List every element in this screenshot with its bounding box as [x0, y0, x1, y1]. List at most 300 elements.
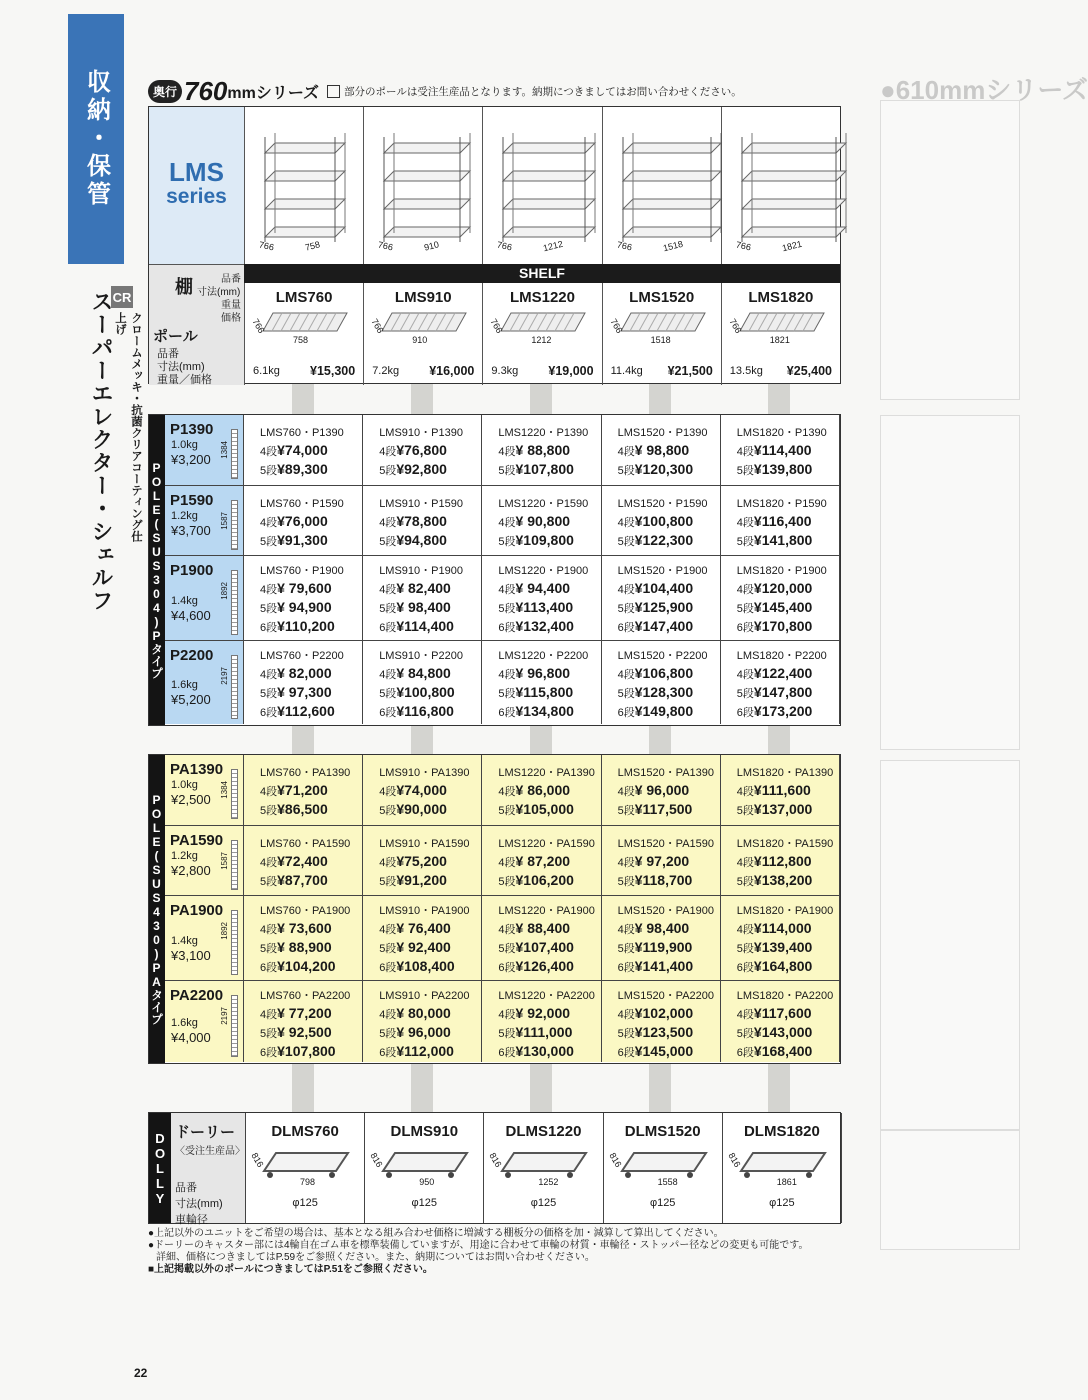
- tier-price: ¥138,200: [753, 872, 813, 888]
- set-code: LMS760・PA1900: [260, 905, 351, 917]
- tier-count: 5段: [260, 465, 278, 477]
- dolly-cell: [604, 1113, 723, 1223]
- tier-price-line: [608, 801, 720, 820]
- price-cell: [721, 981, 840, 1062]
- tier-price-line: [727, 684, 839, 703]
- dolly-cell: [723, 1113, 842, 1223]
- tier-count: 6段: [379, 962, 397, 974]
- tier-count: 5段: [498, 876, 516, 888]
- tier-price-line: [250, 1005, 362, 1024]
- block-connector: [411, 726, 433, 754]
- price-cell: [602, 755, 721, 825]
- pole-spec-cell: [165, 556, 244, 640]
- pole-length: 1384: [220, 441, 229, 459]
- tier-price-line: [488, 1024, 600, 1043]
- tier-price-line: [488, 958, 600, 977]
- price-cell: [363, 486, 482, 555]
- tier-price-line: [488, 782, 600, 801]
- tier-price: ¥ 96,000: [634, 782, 690, 798]
- price-cell: [482, 981, 601, 1062]
- tier-count: 5段: [498, 603, 516, 615]
- pole-weight: 1.6kg: [171, 1017, 198, 1029]
- shelf-width-dim: 1212: [531, 335, 552, 345]
- tier-price-line: [608, 920, 720, 939]
- tier-price-line: [608, 1005, 720, 1024]
- set-code: LMS1220・PA1900: [498, 905, 595, 917]
- block-connector: [768, 1064, 790, 1112]
- set-code: LMS1220・PA1390: [498, 767, 595, 779]
- tier-price-line: [488, 939, 600, 958]
- pole-weight: 1.0kg: [171, 779, 198, 791]
- tier-price: ¥ 88,900: [277, 939, 332, 955]
- shelf-depth-dim: 766: [488, 316, 505, 336]
- tier-price-line: [369, 1043, 481, 1062]
- block-connector: [768, 726, 790, 754]
- shelf-width-dim: 1518: [650, 335, 671, 345]
- tier-price-line: [608, 461, 720, 480]
- set-code: LMS1520・P1590: [617, 498, 708, 510]
- tier-price-line: [608, 872, 720, 891]
- tier-price-line: [250, 665, 362, 684]
- shelf-width-dim: 758: [293, 335, 309, 345]
- set-code: LMS910・P1900: [379, 565, 463, 577]
- pole-length: 2197: [220, 667, 229, 685]
- dolly-wheel-size: φ125: [530, 1197, 557, 1209]
- set-code: LMS1520・PA1390: [617, 767, 715, 779]
- tier-price: ¥71,200: [277, 782, 328, 798]
- tier-price: ¥ 79,600: [277, 580, 332, 596]
- depth-size: 760: [184, 75, 228, 106]
- pole-row: [165, 415, 840, 485]
- tier-price: ¥164,800: [753, 958, 813, 974]
- dolly-wheel-size: φ125: [649, 1197, 676, 1209]
- pole-ruler-icon: [231, 995, 238, 1057]
- tier-count: 4段: [260, 786, 278, 798]
- shelf-depth-dim: 766: [369, 316, 386, 336]
- pole-weight: 1.2kg: [171, 510, 198, 522]
- tier-count: 5段: [617, 536, 635, 548]
- tier-price: ¥149,800: [634, 703, 694, 719]
- tier-count: 6段: [736, 962, 754, 974]
- tier-price: ¥112,000: [396, 1043, 454, 1059]
- tier-price: ¥145,400: [753, 599, 813, 615]
- tier-count: 6段: [498, 1047, 516, 1059]
- tier-price: ¥122,300: [634, 532, 694, 548]
- tier-count: 4段: [617, 1009, 635, 1021]
- tier-count: 4段: [379, 669, 397, 681]
- tier-price-line: [488, 461, 600, 480]
- tier-count: 4段: [260, 446, 278, 458]
- tier-count: 5段: [617, 943, 635, 955]
- tier-price-line: [727, 920, 839, 939]
- tier-price-line: [369, 782, 481, 801]
- tier-price-line: [488, 665, 600, 684]
- price-cell: [721, 415, 840, 485]
- tier-price: ¥123,500: [634, 1024, 694, 1040]
- tier-price: ¥78,800: [396, 513, 447, 529]
- price-cell: [602, 981, 721, 1062]
- tier-count: 4段: [498, 446, 516, 458]
- price-cell: [482, 755, 601, 825]
- tier-price: ¥ 88,400: [515, 920, 571, 936]
- tier-price: ¥114,000: [753, 920, 812, 936]
- tier-price: ¥94,800: [396, 532, 447, 548]
- price-cell: [363, 896, 482, 980]
- tier-price-line: [488, 580, 600, 599]
- tier-price: ¥173,200: [753, 703, 813, 719]
- tier-price-line: [369, 872, 481, 891]
- shelf-model-name: LMS1820: [748, 289, 814, 306]
- price-cell: [244, 981, 363, 1062]
- tier-price: ¥ 92,500: [277, 1024, 332, 1040]
- set-code: LMS1520・PA1590: [617, 838, 715, 850]
- set-code: LMS910・PA2200: [379, 990, 470, 1002]
- tier-count: 5段: [736, 876, 754, 888]
- tier-price: ¥86,500: [277, 801, 328, 817]
- tier-count: 4段: [736, 446, 754, 458]
- price-cell: [363, 981, 482, 1062]
- cr-badge: CR: [111, 286, 133, 308]
- set-code: LMS1820・P1590: [736, 498, 827, 510]
- shelf-width-dim: 1821: [769, 335, 790, 345]
- price-cell: [602, 486, 721, 555]
- tier-count: 5段: [260, 688, 278, 700]
- tier-count: 6段: [260, 707, 278, 719]
- dolly-cell: [365, 1113, 484, 1223]
- tier-price-line: [250, 442, 362, 461]
- unit-depth-label: 766: [734, 239, 752, 253]
- tier-price-line: [608, 513, 720, 532]
- tier-price-line: [608, 1024, 720, 1043]
- tier-price: ¥ 98,400: [396, 599, 451, 615]
- tier-price: ¥100,800: [634, 513, 694, 529]
- pole-ruler-icon: [231, 769, 238, 819]
- pole-spec-cell: [165, 981, 244, 1062]
- shelf-weight: 13.5kg: [729, 365, 763, 377]
- set-code: LMS1820・P2200: [736, 650, 827, 662]
- shelf-model-name: LMS1520: [629, 289, 695, 306]
- pole-row: [165, 640, 840, 724]
- tier-price: ¥76,800: [396, 442, 447, 458]
- tier-count: 4段: [736, 669, 754, 681]
- tier-count: 5段: [379, 465, 397, 477]
- tier-count: 5段: [498, 688, 516, 700]
- shelf-weight: 7.2kg: [372, 365, 400, 377]
- shelf-weight: 9.3kg: [491, 365, 519, 377]
- tier-price: ¥105,000: [515, 801, 574, 817]
- tier-price-line: [608, 703, 720, 722]
- pole-model-name: P1900: [170, 562, 214, 579]
- header-note: 部分のポールは受注生産品となります。納期につきましてはお問い合わせください。: [344, 85, 742, 98]
- pole-model-name: PA1390: [170, 761, 224, 778]
- tier-price-line: [727, 532, 839, 551]
- set-code: LMS1820・PA1900: [736, 905, 834, 917]
- pole-ruler-icon: [231, 429, 238, 479]
- block-connector: [649, 1064, 671, 1112]
- pole-price: ¥5,200: [171, 692, 211, 707]
- tier-price-line: [369, 703, 481, 722]
- shelf-depth-dim: 766: [608, 316, 625, 336]
- tier-price-line: [250, 939, 362, 958]
- tier-count: 5段: [379, 603, 397, 615]
- tier-count: 5段: [379, 876, 397, 888]
- dolly-wheel-size: φ125: [292, 1197, 318, 1209]
- tier-price-line: [488, 703, 600, 722]
- pole-length: 1892: [220, 582, 229, 600]
- dolly-depth-dim: 816: [726, 1150, 743, 1170]
- pole-price: ¥3,100: [171, 948, 211, 963]
- tier-price-line: [250, 1024, 362, 1043]
- tier-count: 4段: [260, 669, 278, 681]
- tier-count: 4段: [617, 669, 635, 681]
- shelf-price: ¥16,000: [429, 364, 475, 378]
- price-cell: [482, 556, 601, 640]
- tier-price: ¥91,200: [396, 872, 447, 888]
- set-code: LMS1520・PA1900: [617, 905, 715, 917]
- pole-price: ¥2,500: [171, 792, 211, 807]
- tier-count: 4段: [736, 857, 754, 869]
- tier-price-line: [488, 872, 600, 891]
- tier-count: 4段: [379, 1009, 397, 1021]
- pole-weight: 1.4kg: [171, 595, 198, 607]
- tier-price: ¥ 92,000: [515, 1005, 571, 1021]
- page-number: 22: [134, 1366, 148, 1380]
- tier-count: 4段: [260, 584, 278, 596]
- block-connector: [768, 384, 790, 414]
- dolly-width-dim: 1252: [538, 1177, 559, 1187]
- set-code: LMS910・PA1900: [379, 905, 470, 917]
- price-cell: [244, 486, 363, 555]
- tier-price: ¥116,400: [753, 513, 812, 529]
- price-cell: [721, 641, 840, 724]
- pole-model-name: PA1590: [170, 832, 224, 849]
- pole-price: ¥4,600: [171, 608, 211, 623]
- shelf-price: ¥21,500: [667, 364, 713, 378]
- price-cell: [602, 415, 721, 485]
- tier-price: ¥ 94,900: [277, 599, 332, 615]
- price-cell: [363, 556, 482, 640]
- tier-count: 4段: [498, 924, 516, 936]
- shelf-price: ¥15,300: [310, 364, 356, 378]
- tier-count: 5段: [260, 805, 278, 817]
- tier-price-line: [369, 461, 481, 480]
- tier-price: ¥104,200: [277, 958, 336, 974]
- dolly-wheel-size: φ125: [769, 1197, 795, 1209]
- tier-price-line: [608, 939, 720, 958]
- tier-count: 6段: [736, 1047, 754, 1059]
- shelf-price: ¥25,400: [786, 364, 832, 378]
- tier-price-line: [727, 461, 839, 480]
- tier-count: 5段: [498, 465, 516, 477]
- tier-price: ¥ 82,400: [396, 580, 451, 596]
- unit-width-label: 1212: [542, 238, 565, 254]
- pole-p-side-label: POLE(SUS304)Pタイプ: [149, 415, 165, 725]
- set-code: LMS910・P1390: [379, 427, 463, 439]
- pole-row: [165, 895, 840, 980]
- tier-count: 5段: [736, 603, 754, 615]
- tier-price: ¥120,000: [753, 580, 813, 596]
- tier-count: 4段: [379, 924, 397, 936]
- price-cell: [602, 826, 721, 895]
- tier-price: ¥74,000: [277, 442, 328, 458]
- tier-price: ¥141,400: [634, 958, 694, 974]
- tier-price: ¥ 97,300: [277, 684, 332, 700]
- dolly-model-name: DLMS910: [390, 1123, 459, 1140]
- series-header: [148, 76, 742, 106]
- pole-price: ¥3,700: [171, 523, 211, 538]
- tier-price-line: [488, 513, 600, 532]
- tier-price: ¥100,800: [396, 684, 455, 700]
- tier-count: 4段: [379, 857, 397, 869]
- tier-price-line: [250, 703, 362, 722]
- product-line-title: スーパーエレクター・シェルフ: [89, 290, 114, 612]
- tier-count: 6段: [498, 707, 516, 719]
- tier-price: ¥114,400: [396, 618, 454, 634]
- pole-length: 1892: [220, 922, 229, 940]
- block-connector: [649, 726, 671, 754]
- block-connector: [530, 726, 552, 754]
- tier-price-line: [369, 532, 481, 551]
- pole-length: 1587: [220, 512, 229, 530]
- tier-price: ¥143,000: [753, 1024, 813, 1040]
- pole-spec-cell: [165, 641, 244, 724]
- tier-count: 4段: [736, 786, 754, 798]
- tier-price-line: [727, 513, 839, 532]
- tier-price-line: [608, 665, 720, 684]
- tier-price-line: [727, 703, 839, 722]
- shelf-cell: [482, 283, 601, 385]
- tier-price: ¥ 84,800: [396, 665, 451, 681]
- tier-price: ¥ 77,200: [277, 1005, 332, 1021]
- tier-price-line: [369, 939, 481, 958]
- tier-price: ¥ 96,800: [515, 665, 571, 681]
- shelf-block: [148, 106, 841, 384]
- tier-price: ¥112,800: [753, 853, 812, 869]
- pole-weight: 1.0kg: [171, 439, 198, 451]
- set-code: LMS1520・P1900: [617, 565, 708, 577]
- shelf-price: ¥19,000: [548, 364, 594, 378]
- pole-spec-cell: [165, 755, 244, 825]
- shelf-cell: [244, 283, 363, 385]
- tier-price-line: [369, 801, 481, 820]
- tier-price: ¥147,800: [753, 684, 813, 700]
- tier-price-line: [250, 801, 362, 820]
- tier-count: 4段: [498, 584, 516, 596]
- pole-spec-cell: [165, 415, 244, 485]
- tier-price: ¥91,300: [277, 532, 328, 548]
- tier-count: 6段: [617, 622, 635, 634]
- tier-price-line: [488, 442, 600, 461]
- tier-count: 6段: [617, 962, 635, 974]
- tier-count: 6段: [260, 622, 278, 634]
- tier-price-line: [369, 513, 481, 532]
- tier-price: ¥90,000: [396, 801, 447, 817]
- tier-count: 5段: [498, 943, 516, 955]
- pole-price: ¥3,200: [171, 452, 211, 467]
- tier-price: ¥72,400: [277, 853, 328, 869]
- block-connector: [530, 384, 552, 414]
- tier-count: 5段: [379, 805, 397, 817]
- tier-price: ¥106,800: [634, 665, 694, 681]
- tier-price-line: [727, 1024, 839, 1043]
- category-tab: 収納・保管: [68, 14, 124, 264]
- dolly-depth-dim: 816: [368, 1150, 385, 1170]
- tier-price-line: [369, 618, 481, 637]
- pole-length: 1384: [220, 781, 229, 799]
- shelf-depth-dim: 766: [727, 316, 744, 336]
- tier-count: 6段: [379, 622, 397, 634]
- tier-count: 4段: [260, 1009, 278, 1021]
- tier-count: 5段: [617, 1028, 635, 1040]
- set-code: LMS760・P1590: [260, 498, 344, 510]
- tier-count: 5段: [379, 688, 397, 700]
- tier-count: 5段: [617, 688, 635, 700]
- shelf-model-name: LMS760: [275, 289, 333, 306]
- tier-price: ¥ 90,800: [515, 513, 571, 529]
- dolly-model-name: DLMS760: [271, 1123, 339, 1140]
- set-code: LMS910・PA1590: [379, 838, 470, 850]
- price-cell: [721, 486, 840, 555]
- dolly-model-name: DLMS1820: [743, 1123, 820, 1140]
- pole-price: ¥2,800: [171, 863, 211, 878]
- tier-price: ¥116,800: [396, 703, 454, 719]
- tier-price-line: [369, 920, 481, 939]
- tier-price-line: [250, 618, 362, 637]
- pole-model-name: P1590: [170, 492, 214, 509]
- tier-price-line: [369, 853, 481, 872]
- tier-price: ¥126,400: [515, 958, 574, 974]
- tier-price: ¥112,600: [277, 703, 335, 719]
- tier-count: 6段: [617, 707, 635, 719]
- tier-price-line: [608, 442, 720, 461]
- dolly-depth-dim: 816: [249, 1150, 266, 1170]
- tier-price-line: [250, 782, 362, 801]
- pole-row: [165, 980, 840, 1062]
- tier-price: ¥110,200: [277, 618, 335, 634]
- tier-price: ¥ 82,000: [277, 665, 332, 681]
- tier-count: 4段: [617, 857, 635, 869]
- tier-price: ¥125,900: [634, 599, 694, 615]
- tier-count: 4段: [498, 517, 516, 529]
- tier-count: 4段: [260, 924, 278, 936]
- pole-model-name: P1390: [170, 421, 214, 438]
- tier-price: ¥168,400: [753, 1043, 813, 1059]
- pole-ruler-icon: [231, 840, 238, 890]
- dolly-block: [148, 1112, 841, 1224]
- tier-count: 4段: [617, 446, 635, 458]
- series-logo: LMS series: [149, 107, 244, 264]
- block-connector: [649, 384, 671, 414]
- tier-count: 4段: [498, 786, 516, 798]
- tier-price-line: [369, 684, 481, 703]
- tier-count: 5段: [617, 465, 635, 477]
- tier-count: 5段: [617, 876, 635, 888]
- set-code: LMS760・PA1390: [260, 767, 351, 779]
- tier-count: 6段: [617, 1047, 635, 1059]
- tier-price: ¥ 98,800: [634, 442, 690, 458]
- tier-price-line: [250, 958, 362, 977]
- shelf-label-box: 棚 品番 寸法(mm) 重量 価格 ポール 品番 寸法(mm) 重量／価格: [149, 264, 244, 385]
- price-cell: [721, 556, 840, 640]
- dolly-depth-dim: 816: [607, 1150, 624, 1170]
- unit-width-label: 1518: [661, 238, 684, 254]
- pole-weight: 1.6kg: [171, 679, 198, 691]
- finish-description: クロームメッキ・抗菌クリアコーティング仕上げ: [114, 312, 142, 542]
- price-cell: [482, 486, 601, 555]
- tier-price-line: [250, 684, 362, 703]
- tier-price: ¥137,000: [753, 801, 813, 817]
- price-cell: [363, 415, 482, 485]
